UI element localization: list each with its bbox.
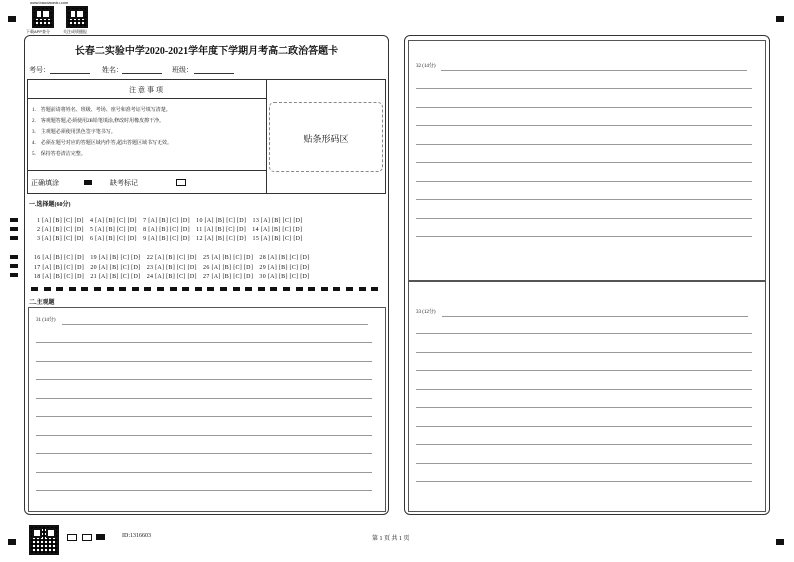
timing-strip-mark [170,287,177,291]
side-timing-mark [10,227,18,231]
page-title: 长春二实验中学2020-2021学年度下学期月考高二政治答题卡 [74,46,339,57]
timing-strip-mark [157,287,164,291]
corner-mark [776,16,784,22]
name-label: 姓名： [102,66,123,74]
footer-qr-code [29,525,59,555]
writing-line[interactable] [416,333,752,334]
writing-line[interactable] [416,199,752,200]
exam-no-label: 考号： [29,66,50,74]
footer-mark-filled [96,534,105,540]
writing-line[interactable] [36,435,372,436]
writing-line[interactable] [36,342,372,343]
q33-title-line [442,316,748,317]
subjective-section-heading: 二.主观题 [29,300,55,306]
correct-fill-sample [84,180,92,185]
writing-line[interactable] [416,426,752,427]
writing-line[interactable] [416,162,752,163]
writing-line[interactable] [416,444,752,445]
footer-page-number: 第 1 页 共 1 页 [372,536,410,542]
writing-line[interactable] [416,463,752,464]
notice-heading: 注意事项 [129,86,165,94]
notice-item: 3. 主观题必须使用黑色签字笔书写。 [32,130,116,135]
writing-line[interactable] [36,453,372,454]
side-timing-mark [10,264,18,268]
qr-caption-left: 下载APP查分 [26,29,51,34]
timing-strip-mark [258,287,265,291]
timing-strip-mark [371,287,378,291]
writing-line[interactable] [416,88,752,89]
correct-fill-label: 正确填涂 [31,179,59,187]
qr-caption-right: 关注成绩播报 [63,29,87,34]
writing-line[interactable] [36,361,372,362]
writing-line[interactable] [36,490,372,491]
writing-line[interactable] [416,236,752,237]
writing-line[interactable] [416,481,752,482]
choice-row[interactable]: 3 [A] [B] [C] [D] 6 [A] [B] [C] [D] 9 [A] [B] [C] [D] 12 [A] [B] [C] [D] 15 [A] [B] [C] [D] [37,236,303,242]
timing-strip-mark [69,287,76,291]
timing-strip-mark [195,287,202,291]
timing-strip-mark [245,287,252,291]
timing-strip-mark [233,287,240,291]
timing-strip-mark [31,287,38,291]
absent-mark-label: 缺考标记 [110,179,138,187]
writing-line[interactable] [416,352,752,353]
notice-divider-heading [27,98,267,99]
q33-label: 33 (12分) [416,310,436,315]
writing-line[interactable] [36,472,372,473]
timing-strip-mark [81,287,88,291]
timing-strip-mark [333,287,340,291]
choice-row[interactable]: 2 [A] [B] [C] [D] 5 [A] [B] [C] [D] 8 [A] [B] [C] [D] 11 [A] [B] [C] [D] 14 [A] [B] [C] [D] [37,227,303,233]
notice-item: 4. 必须在题号对应的答题区域内作答,超出答题区域书写无效。 [32,141,173,146]
q31-answer-box [28,307,386,512]
absent-mark-checkbox[interactable] [176,179,186,186]
choice-row[interactable]: 16 [A] [B] [C] [D] 19 [A] [B] [C] [D] 22 [A] [B] [C] [D] 25 [A] [B] [C] [D] 28 [A] [B] [C] [D] [34,255,310,261]
notice-divider-vertical [266,79,267,194]
timing-strip-mark [132,287,139,291]
writing-line[interactable] [36,398,372,399]
writing-line[interactable] [36,379,372,380]
writing-line[interactable] [416,107,752,108]
corner-mark [8,16,16,22]
choice-section-heading: 一.选择题(60分) [29,202,71,208]
q32-label: 32 (14分) [416,64,436,69]
writing-line[interactable] [416,407,752,408]
q31-title-line [62,324,368,325]
side-timing-mark [10,255,18,259]
timing-strip-mark [283,287,290,291]
timing-strip-mark [56,287,63,291]
q32-title-line [441,70,747,71]
side-timing-mark [10,273,18,277]
q32-answer-box [408,40,766,281]
timing-strip-mark [296,287,303,291]
notice-item: 2. 客观题答题,必须使用2B铅笔填涂,修改时用橡皮擦干净。 [32,119,165,124]
writing-line[interactable] [416,144,752,145]
writing-line[interactable] [416,125,752,126]
q31-label: 31 (14分) [36,318,56,323]
footer-mark-box [82,534,92,541]
writing-line[interactable] [416,389,752,390]
notice-item: 1. 答题前请将姓名、班级、考场、座号和准考证号填写清楚。 [32,108,171,113]
choice-row[interactable]: 17 [A] [B] [C] [D] 20 [A] [B] [C] [D] 23 [A] [B] [C] [D] 26 [A] [B] [C] [D] 29 [A] [B] [C] [D] [34,265,310,271]
timing-strip-mark [359,287,366,291]
corner-mark [8,539,16,545]
timing-strip-mark [220,287,227,291]
class-underline[interactable] [194,73,234,74]
writing-line[interactable] [416,218,752,219]
choice-row[interactable]: 18 [A] [B] [C] [D] 21 [A] [B] [C] [D] 24 [A] [B] [C] [D] 27 [A] [B] [C] [D] 30 [A] [B] [C] [D] [34,274,310,280]
timing-strip-mark [107,287,114,291]
writing-line[interactable] [36,416,372,417]
notice-item: 5. 保持答卷清洁完整。 [32,152,86,157]
notice-divider-bottom [27,170,267,171]
side-timing-mark [10,218,18,222]
timing-strip-mark [207,287,214,291]
timing-strip-mark [94,287,101,291]
name-underline[interactable] [122,73,162,74]
timing-strip-mark [270,287,277,291]
writing-line[interactable] [416,370,752,371]
barcode-label: 贴条形码区 [303,134,349,144]
timing-strip-mark [321,287,328,291]
timing-strip-mark [119,287,126,291]
timing-strip-mark [346,287,353,291]
class-label: 班级： [172,66,193,74]
footer-mark-box [67,534,77,541]
exam-no-underline[interactable] [50,73,90,74]
timing-strip-mark [144,287,151,291]
side-timing-mark [10,236,18,240]
writing-line[interactable] [416,181,752,182]
corner-mark [776,539,784,545]
timing-strip-mark [308,287,315,291]
website-text: www.baodaoedu.com [30,0,69,5]
choice-row[interactable]: 1 [A] [B] [C] [D] 4 [A] [B] [C] [D] 7 [A] [B] [C] [D] 10 [A] [B] [C] [D] 13 [A] [B] [C] [D] [37,218,303,224]
timing-strip-mark [44,287,51,291]
app-qr-code [32,6,54,28]
follow-qr-code [66,6,88,28]
timing-strip-mark [182,287,189,291]
footer-id: ID:1316603 [122,533,151,539]
